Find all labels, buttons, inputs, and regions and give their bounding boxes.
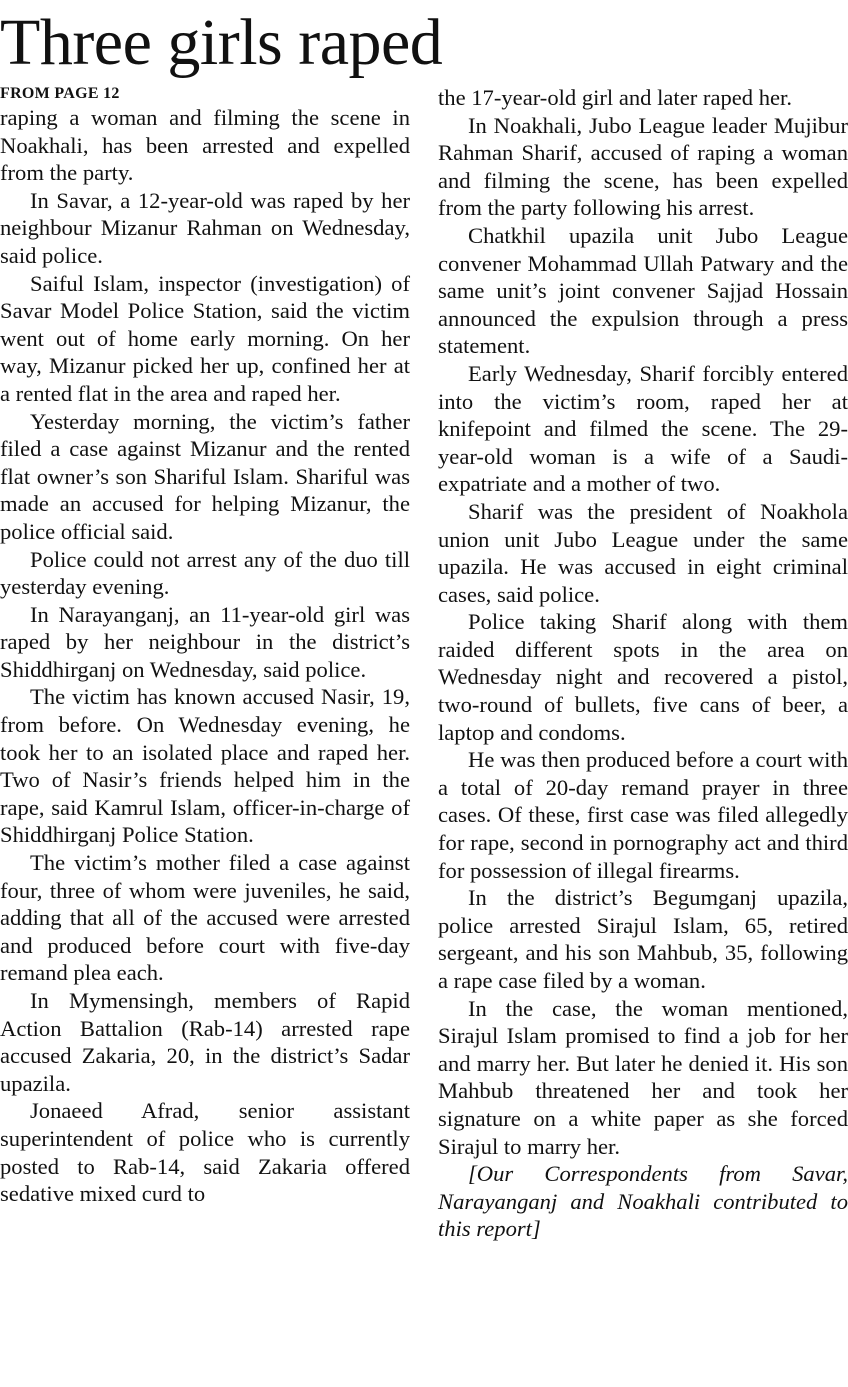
paragraph: He was then produced before a court with a total of 20-day remand prayer in three cases. Of these, first case was filed allegedly for rape, second in pornography act and third for possession of illegal firearms.: [438, 747, 848, 883]
paragraph: In Narayanganj, an 11-year-old girl was raped by her neighbour in the district’s Shiddhirganj on Wednesday, said police.: [0, 601, 410, 682]
paragraph: In the case, the woman mentioned, Sirajul Islam promised to find a job for her and marry her. But later he denied it. His son Mahbub threatened her and took her signature on a white paper as she forced Sirajul to marry her.: [438, 995, 848, 1159]
paragraph: raping a woman and filming the scene in Noakhali, has been arrested and expelled from the party.: [0, 105, 410, 186]
paragraph: The victim has known accused Nasir, 19, from before. On Wednesday evening, he took her to an isolated place and raped her. Two of Nasir’s friends helped him in the rape, said Kamrul Islam, officer-in-charge of Shiddhirganj Police Station.: [0, 684, 410, 848]
paragraph: Police could not arrest any of the duo till yesterday evening.: [0, 546, 410, 600]
paragraph: In Mymensingh, members of Rapid Action Battalion (Rab-14) arrested rape accused Zakaria, 20, in the district’s Sadar upazila.: [0, 988, 410, 1096]
paragraph: The victim’s mother filed a case against four, three of whom were juveniles, he said, adding that all of the accused were arrested and produced before court with five-day remand plea each.: [0, 850, 410, 986]
paragraph: Yesterday morning, the victim’s father filed a case against Mizanur and the rented flat owner’s son Shariful Islam. Shariful was made an accused for helping Mizanur, the police official said.: [0, 408, 410, 544]
paragraph: Early Wednesday, Sharif forcibly entered into the victim’s room, raped her at knifepoint and filmed the scene. The 29-year-old woman is a wife of a Saudi-expatriate and a mother of two.: [438, 360, 848, 497]
paragraph: the 17-year-old girl and later raped her.: [438, 85, 792, 110]
article-column-right: [438, 84, 848, 1243]
paragraph: Police taking Sharif along with them raided different spots in the area on Wednesday night and recovered a pistol, two-round of bullets, five cans of beer, a laptop and condoms.: [438, 609, 848, 745]
paragraph: Chatkhil upazila unit Jubo League convener Mohammad Ullah Patwary and the same unit’s joint convener Sajjad Hossain announced the expulsion through a press statement.: [438, 222, 848, 359]
contributor-credit: [Our Correspondents from Savar, Narayanganj and Noakhali contributed to this report]: [438, 1161, 848, 1242]
paragraph: Sharif was the president of Noakhola union unit Jubo League under the same upazila. He was accused in eight criminal cases, said police.: [438, 498, 848, 607]
paragraph: Saiful Islam, inspector (investigation) of Savar Model Police Station, said the victim went out of home early morning. On her way, Mizanur picked her up, confined her at a rented flat in the area and raped her.: [0, 270, 410, 406]
headline: Three girls raped: [0, 6, 443, 79]
paragraph: In Savar, a 12-year-old was raped by her neighbour Mizanur Rahman on Wednesday, said police.: [0, 187, 410, 268]
paragraph: In the district’s Begumganj upazila, police arrested Sirajul Islam, 65, retired sergeant, and his son Mahbub, 35, following a rape case filed by a woman.: [438, 885, 848, 993]
continued-from-label: FROM PAGE 12: [0, 85, 120, 102]
article-column-left: [0, 84, 410, 1208]
paragraph: In Noakhali, Jubo League leader Mujibur Rahman Sharif, accused of raping a woman and filming the scene, has been expelled from the party following his arrest.: [438, 112, 848, 221]
paragraph: Jonaeed Afrad, senior assistant superintendent of police who is currently posted to Rab-14, said Zakaria offered sedative mixed curd to: [0, 1098, 410, 1207]
